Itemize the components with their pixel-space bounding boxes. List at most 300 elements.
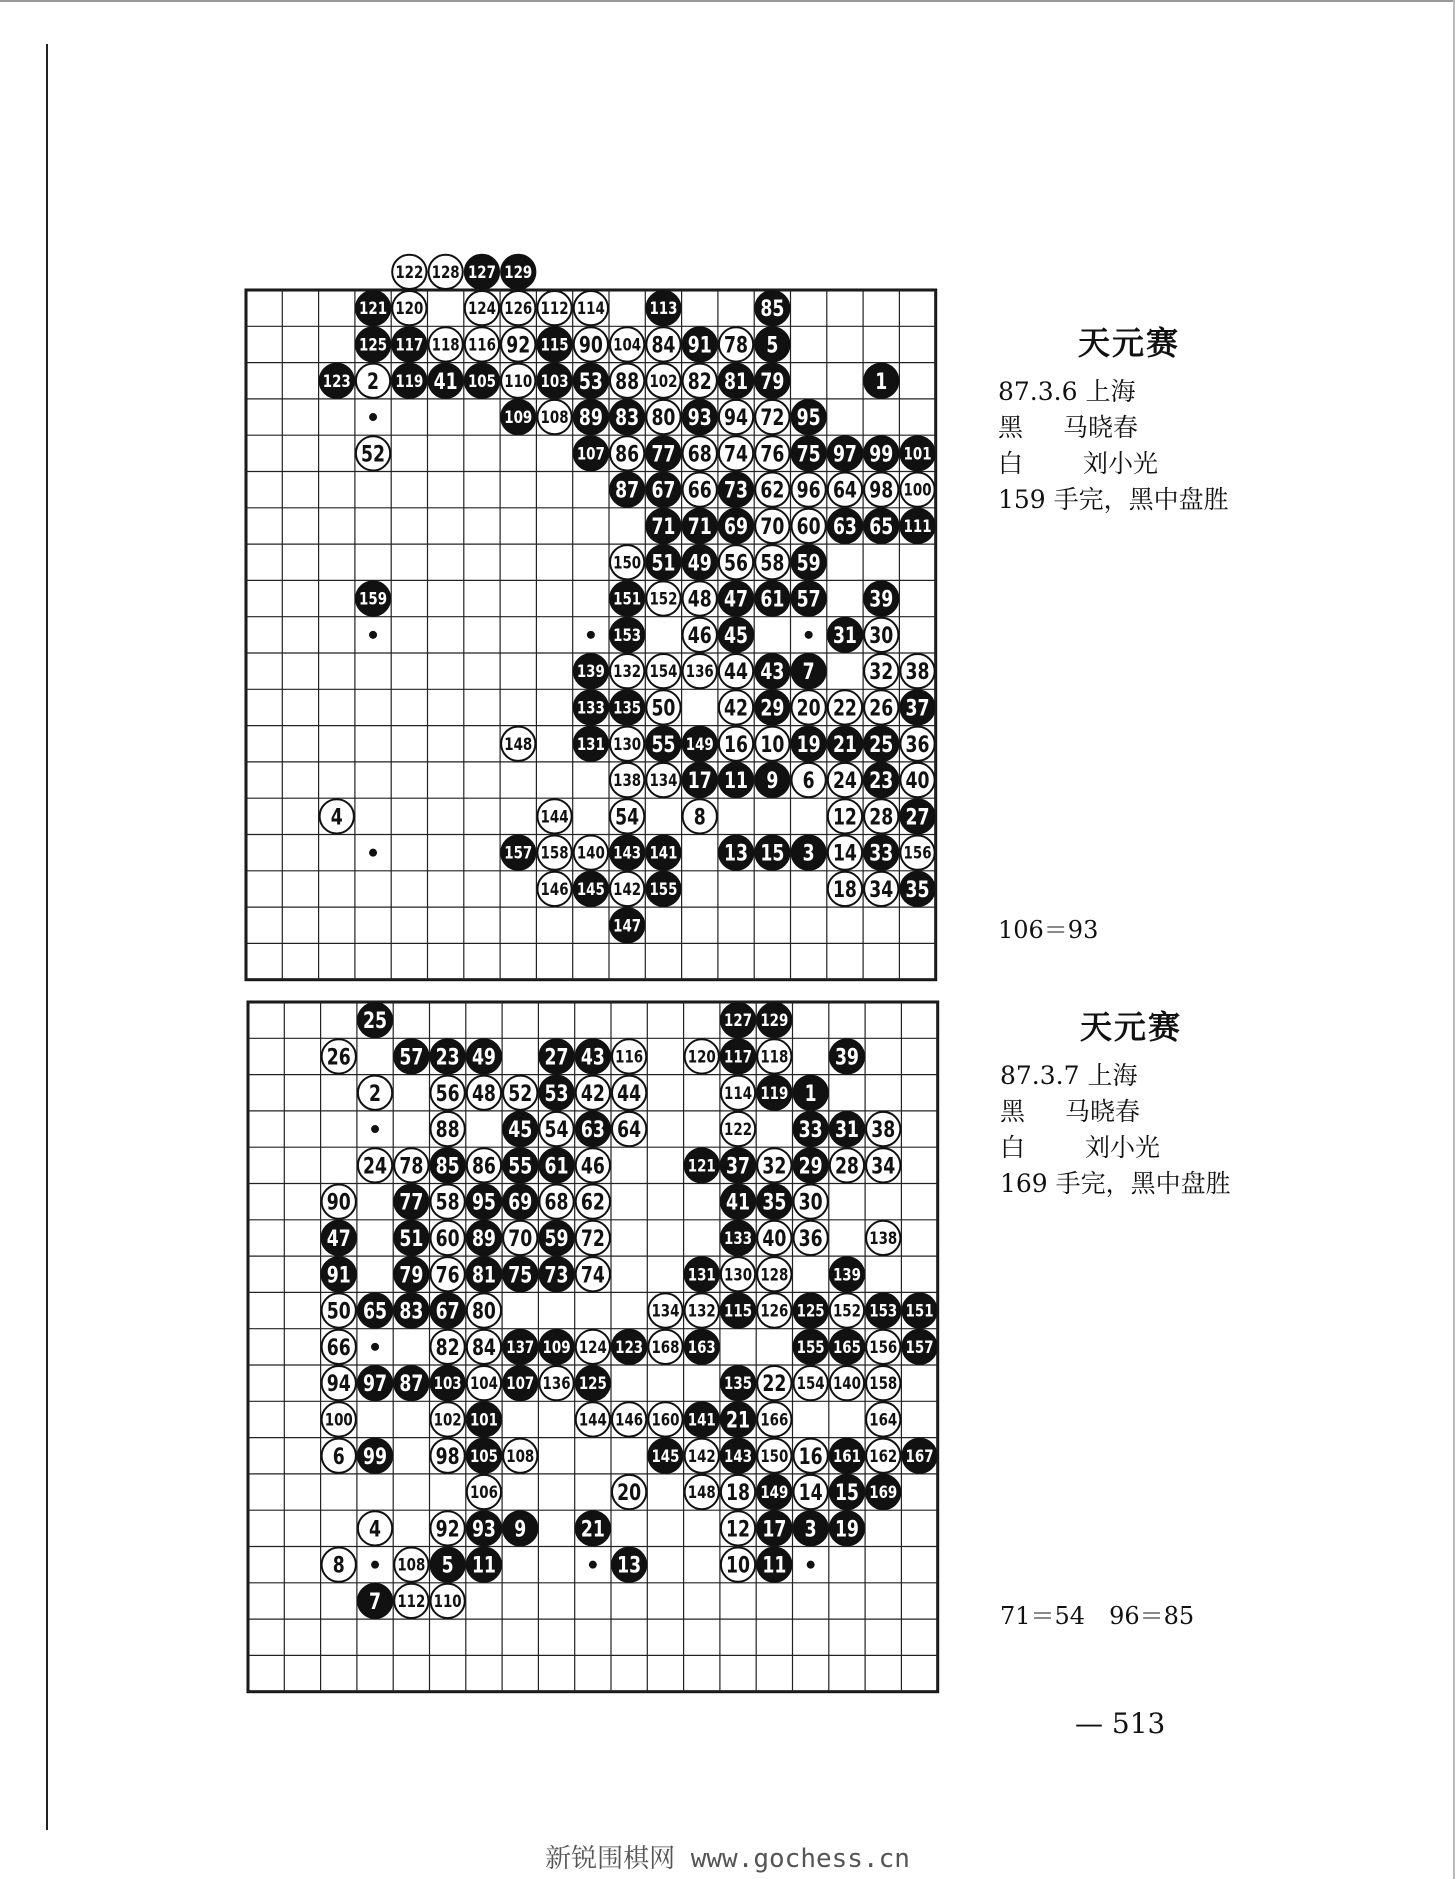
move-number: 85	[760, 297, 785, 323]
white-stone	[320, 799, 354, 833]
white-stone	[683, 581, 717, 615]
game-1-info	[998, 318, 1229, 518]
move-number: 159	[359, 589, 388, 610]
black-stone	[610, 618, 644, 652]
move-number: 44	[617, 1081, 642, 1107]
move-number: 63	[580, 1118, 605, 1144]
white-stone	[429, 255, 463, 289]
move-number: 127	[467, 262, 496, 283]
black-stone	[322, 1221, 356, 1255]
black-stone	[794, 1330, 828, 1364]
go-board-game-1	[246, 262, 990, 970]
black-stone	[394, 1293, 428, 1327]
black-stone	[646, 473, 680, 507]
black-stone	[685, 1257, 719, 1291]
white-stone	[467, 1148, 501, 1182]
white-stone	[574, 291, 608, 325]
move-number: 145	[576, 879, 605, 900]
move-number: 148	[504, 734, 533, 755]
move-number: 142	[613, 879, 642, 900]
black-stone	[537, 327, 571, 361]
move-number: 19	[834, 1517, 859, 1543]
black-stone	[646, 545, 680, 579]
black-stone	[429, 364, 463, 398]
move-number: 120	[687, 1047, 716, 1068]
white-stone	[830, 1293, 864, 1327]
move-number: 57	[796, 587, 821, 613]
move-number: 125	[359, 335, 388, 356]
move-number: 165	[832, 1337, 861, 1358]
move-number: 128	[431, 262, 460, 283]
move-number: 51	[399, 1226, 424, 1252]
white-stone	[501, 327, 535, 361]
white-stone	[828, 799, 862, 833]
white-stone	[574, 836, 608, 870]
move-number: 35	[905, 877, 930, 903]
white-stone	[646, 581, 680, 615]
move-number: 33	[798, 1118, 823, 1144]
move-number: 130	[613, 734, 642, 755]
move-number: 75	[508, 1263, 533, 1289]
white-stone	[721, 1475, 755, 1509]
white-stone	[792, 763, 826, 797]
black-stone	[610, 473, 644, 507]
white-stone	[394, 1584, 428, 1618]
white-stone	[828, 872, 862, 906]
white-stone	[792, 690, 826, 724]
game-2-result: 169 手完，黑中盘胜	[1000, 1169, 1231, 1198]
black-stone	[902, 1293, 936, 1327]
move-number: 34	[869, 877, 894, 903]
black-stone	[683, 763, 717, 797]
move-number: 92	[435, 1517, 460, 1543]
board-diagram-2	[248, 982, 992, 1682]
white-stone	[322, 1330, 356, 1364]
black-stone	[503, 1366, 537, 1400]
move-number: 24	[832, 769, 857, 795]
black-stone	[539, 1330, 573, 1364]
white-stone	[610, 872, 644, 906]
move-number: 40	[762, 1226, 787, 1252]
black-stone	[467, 1548, 501, 1582]
move-number: 34	[871, 1154, 896, 1180]
move-number: 5	[441, 1553, 454, 1579]
move-number: 14	[798, 1481, 823, 1507]
move-number: 56	[724, 551, 749, 577]
move-number: 86	[615, 442, 640, 468]
white-stone	[866, 1112, 900, 1146]
black-stone	[610, 690, 644, 724]
black-stone	[356, 327, 390, 361]
move-number: 21	[832, 732, 857, 758]
move-number: 96	[796, 478, 821, 504]
white-stone	[431, 1076, 465, 1110]
move-number: 11	[724, 769, 749, 795]
move-number: 22	[762, 1372, 787, 1398]
white-stone	[757, 1366, 791, 1400]
move-number: 26	[326, 1045, 351, 1071]
white-stone	[794, 1185, 828, 1219]
move-number: 156	[869, 1337, 898, 1358]
white-stone	[467, 1330, 501, 1364]
star-point	[369, 849, 377, 857]
board-diagram-1	[246, 262, 990, 970]
move-number: 101	[469, 1410, 498, 1431]
black-stone	[394, 1366, 428, 1400]
black-stone	[358, 1366, 392, 1400]
white-stone	[719, 327, 753, 361]
white-stone	[539, 1366, 573, 1400]
black-stone	[394, 1257, 428, 1291]
black-stone	[646, 727, 680, 761]
white-stone	[864, 690, 898, 724]
move-number: 39	[834, 1045, 859, 1071]
move-number: 58	[760, 551, 785, 577]
white-stone	[828, 836, 862, 870]
move-number: 163	[687, 1337, 716, 1358]
black-stone	[648, 1439, 682, 1473]
black-stone	[830, 1257, 864, 1291]
white-stone	[358, 1148, 392, 1182]
move-number: 91	[326, 1263, 351, 1289]
white-label: 白	[1000, 1133, 1026, 1162]
black-stone	[757, 1185, 791, 1219]
black-stone	[792, 545, 826, 579]
move-number: 88	[435, 1118, 460, 1144]
black-stone	[902, 1330, 936, 1364]
black-stone	[539, 1221, 573, 1255]
white-stone	[864, 654, 898, 688]
move-number: 102	[433, 1410, 462, 1431]
move-number: 71	[651, 514, 676, 540]
white-stone	[467, 1475, 501, 1509]
move-number: 17	[687, 769, 712, 795]
move-number: 141	[649, 843, 678, 864]
white-stone	[392, 291, 426, 325]
black-stone	[721, 1185, 755, 1219]
black-stone	[719, 618, 753, 652]
move-number: 142	[687, 1446, 716, 1467]
black-stone	[394, 1221, 428, 1255]
move-number: 149	[685, 734, 714, 755]
move-number: 122	[724, 1120, 753, 1141]
white-stone	[610, 727, 644, 761]
black-stone	[828, 618, 862, 652]
move-number: 53	[544, 1081, 569, 1107]
white-stone	[576, 1221, 610, 1255]
black-stone	[646, 509, 680, 543]
star-point	[807, 1561, 815, 1569]
white-stone	[431, 1402, 465, 1436]
move-number: 119	[395, 371, 424, 392]
white-stone	[356, 364, 390, 398]
white-stone	[394, 1148, 428, 1182]
move-number: 148	[687, 1483, 716, 1504]
black-stone	[358, 1584, 392, 1618]
move-number: 42	[724, 696, 749, 722]
move-number: 94	[724, 406, 749, 432]
white-stone	[576, 1076, 610, 1110]
white-stone	[866, 1148, 900, 1182]
move-number: 87	[615, 478, 640, 504]
white-stone	[900, 473, 934, 507]
white-stone	[576, 1148, 610, 1182]
game-1-note: 106＝93	[998, 916, 1099, 944]
move-number: 64	[617, 1118, 642, 1144]
move-number: 146	[540, 879, 569, 900]
move-number: 49	[471, 1045, 496, 1071]
black-stone	[356, 291, 390, 325]
black-stone	[794, 1511, 828, 1545]
white-stone	[719, 654, 753, 688]
black-stone	[721, 1148, 755, 1182]
move-number: 3	[804, 1517, 817, 1543]
move-number: 46	[687, 623, 712, 649]
scan-edge-top	[0, 0, 1455, 2]
white-stone	[866, 1366, 900, 1400]
move-number: 21	[580, 1517, 605, 1543]
black-stone	[794, 1293, 828, 1327]
black-stone	[755, 291, 789, 325]
move-number: 3	[802, 841, 815, 867]
white-stone	[792, 473, 826, 507]
move-number: 110	[504, 371, 533, 392]
white-stone	[864, 618, 898, 652]
move-number: 156	[903, 843, 932, 864]
white-stone	[431, 1330, 465, 1364]
white-stone	[648, 1402, 682, 1436]
move-number: 162	[869, 1446, 898, 1467]
move-number: 27	[544, 1045, 569, 1071]
black-stone	[864, 836, 898, 870]
black-stone	[721, 1039, 755, 1073]
move-number: 51	[651, 551, 676, 577]
white-stone	[757, 1148, 791, 1182]
black-stone	[864, 763, 898, 797]
move-number: 158	[540, 843, 569, 864]
white-stone	[757, 1257, 791, 1291]
white-stone	[864, 473, 898, 507]
black-stone	[864, 581, 898, 615]
star-point	[805, 631, 813, 639]
white-stone	[537, 291, 571, 325]
move-number: 58	[435, 1190, 460, 1216]
move-number: 107	[576, 444, 605, 465]
black-stone	[828, 509, 862, 543]
white-stone	[683, 618, 717, 652]
black-stone	[683, 400, 717, 434]
game-2-title: 天元赛	[1080, 1008, 1183, 1046]
move-number: 132	[613, 662, 642, 683]
black-stone	[755, 654, 789, 688]
move-number: 91	[687, 333, 712, 359]
white-stone	[794, 1475, 828, 1509]
black-stone	[576, 1112, 610, 1146]
white-stone	[719, 436, 753, 470]
white-stone	[719, 545, 753, 579]
move-number: 111	[903, 516, 932, 537]
black-label: 黑	[1000, 1097, 1026, 1126]
move-number: 114	[724, 1083, 753, 1104]
game-1-result: 159 手完，黑中盘胜	[998, 485, 1229, 514]
move-number: 99	[363, 1444, 388, 1470]
move-number: 45	[724, 623, 749, 649]
white-stone	[431, 1221, 465, 1255]
white-stone	[537, 872, 571, 906]
move-number: 93	[471, 1517, 496, 1543]
white-stone	[610, 654, 644, 688]
white-stone	[612, 1402, 646, 1436]
black-stone	[721, 1402, 755, 1436]
move-number: 134	[649, 771, 678, 792]
move-number: 20	[617, 1481, 642, 1507]
black-stone	[574, 436, 608, 470]
white-stone	[828, 763, 862, 797]
move-number: 54	[615, 805, 640, 831]
move-number: 125	[578, 1374, 607, 1395]
black-stone	[719, 473, 753, 507]
move-number: 129	[504, 262, 533, 283]
move-number: 93	[687, 406, 712, 432]
move-number: 7	[802, 660, 815, 686]
white-stone	[685, 1475, 719, 1509]
white-stone	[864, 799, 898, 833]
white-stone	[431, 1584, 465, 1618]
white-stone	[866, 1221, 900, 1255]
move-number: 11	[471, 1553, 496, 1579]
move-number: 29	[798, 1154, 823, 1180]
white-stone	[322, 1293, 356, 1327]
white-stone	[392, 255, 426, 289]
move-number: 82	[435, 1335, 460, 1361]
white-stone	[431, 1112, 465, 1146]
white-stone	[612, 1039, 646, 1073]
move-number: 36	[798, 1226, 823, 1252]
move-number: 103	[433, 1374, 462, 1395]
move-number: 42	[580, 1081, 605, 1107]
black-stone	[900, 509, 934, 543]
move-number: 135	[724, 1374, 753, 1395]
move-number: 115	[540, 335, 569, 356]
game-2-date-place: 87.3.7 上海	[1000, 1061, 1138, 1090]
black-stone	[719, 581, 753, 615]
move-number: 8	[332, 1553, 345, 1579]
black-stone	[900, 690, 934, 724]
white-stone	[900, 727, 934, 761]
black-stone	[721, 1439, 755, 1473]
white-stone	[356, 436, 390, 470]
black-stone	[830, 1039, 864, 1073]
black-stone	[794, 1148, 828, 1182]
move-number: 98	[435, 1444, 460, 1470]
move-number: 9	[766, 769, 779, 795]
black-stone	[792, 836, 826, 870]
move-number: 5	[766, 333, 779, 359]
white-stone	[830, 1366, 864, 1400]
black-stone	[757, 1475, 791, 1509]
white-stone	[685, 1293, 719, 1327]
white-stone	[866, 1439, 900, 1473]
move-number: 68	[687, 442, 712, 468]
white-stone	[358, 1511, 392, 1545]
star-point	[371, 1561, 379, 1569]
black-stone	[902, 1439, 936, 1473]
white-stone	[646, 327, 680, 361]
move-number: 117	[724, 1047, 753, 1068]
move-number: 108	[506, 1446, 535, 1467]
black-stone	[828, 727, 862, 761]
move-number: 6	[332, 1444, 345, 1470]
move-number: 130	[724, 1265, 753, 1286]
move-number: 155	[796, 1337, 825, 1358]
move-number: 47	[724, 587, 749, 613]
white-stone	[755, 400, 789, 434]
move-number: 52	[508, 1081, 533, 1107]
black-stone	[501, 836, 535, 870]
move-number: 113	[649, 299, 678, 320]
move-number: 23	[869, 769, 894, 795]
black-stone	[467, 1402, 501, 1436]
white-stone	[467, 1293, 501, 1327]
move-number: 30	[798, 1190, 823, 1216]
move-number: 38	[871, 1118, 896, 1144]
move-number: 100	[903, 480, 932, 501]
move-number: 16	[724, 732, 749, 758]
white-stone	[322, 1402, 356, 1436]
white-stone	[612, 1076, 646, 1110]
move-number: 18	[726, 1481, 751, 1507]
move-number: 129	[760, 1011, 789, 1032]
white-stone	[683, 473, 717, 507]
watermark-footer: 新锐围棋网 www.gochess.cn	[545, 1844, 910, 1874]
white-stone	[646, 364, 680, 398]
move-number: 12	[832, 805, 857, 831]
white-stone	[501, 364, 535, 398]
white-label: 白	[998, 449, 1024, 478]
white-stone	[646, 690, 680, 724]
move-number: 160	[651, 1410, 680, 1431]
white-stone	[685, 1039, 719, 1073]
black-stone	[755, 581, 789, 615]
white-stone	[757, 1039, 791, 1073]
move-number: 77	[651, 442, 676, 468]
move-number: 48	[687, 587, 712, 613]
move-number: 119	[760, 1083, 789, 1104]
white-stone	[610, 763, 644, 797]
game-2-white	[1000, 1130, 1231, 1166]
black-stone	[392, 364, 426, 398]
white-stone	[900, 836, 934, 870]
move-number: 27	[905, 805, 930, 831]
black-stone	[719, 763, 753, 797]
white-stone	[719, 690, 753, 724]
white-stone	[866, 1402, 900, 1436]
white-stone	[721, 1076, 755, 1110]
move-number: 154	[649, 662, 678, 683]
move-number: 10	[726, 1553, 751, 1579]
move-number: 167	[905, 1446, 934, 1467]
move-number: 121	[359, 299, 388, 320]
black-stone	[828, 436, 862, 470]
move-number: 60	[796, 514, 821, 540]
move-number: 57	[399, 1045, 424, 1071]
move-number: 69	[508, 1190, 533, 1216]
black-stone	[610, 400, 644, 434]
black-stone	[755, 836, 789, 870]
move-number: 106	[469, 1483, 498, 1504]
black-stone	[574, 364, 608, 398]
star-point	[587, 631, 595, 639]
